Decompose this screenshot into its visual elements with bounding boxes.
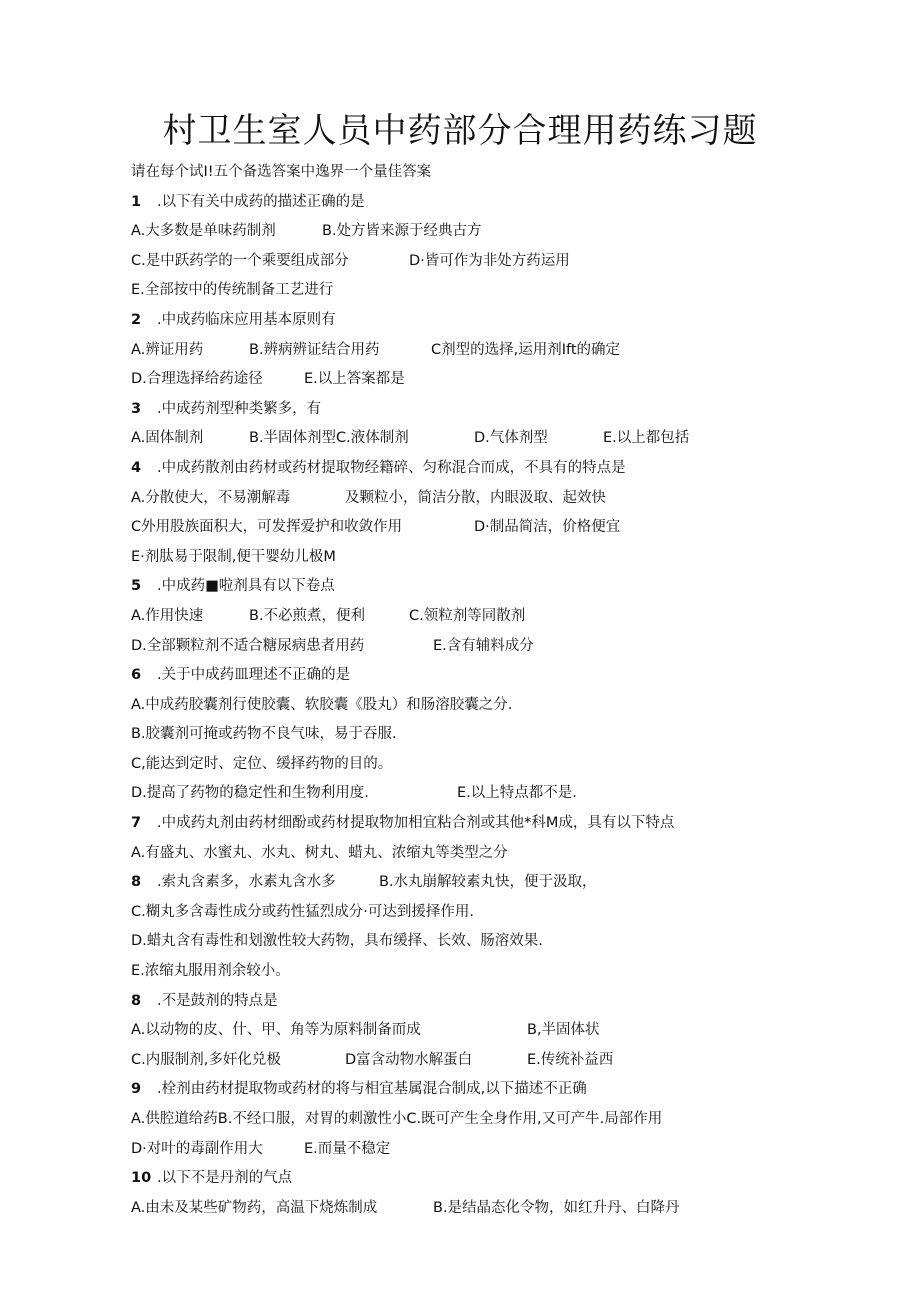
option-line [131,632,771,662]
question-line [131,987,771,1017]
option-line [131,750,771,780]
option-text: D.全部颗粒剂不适合糖尿病患者用药 [131,637,365,654]
question-text: .中成药丸剂由药材细酚或药材提取物加相宜粘合剂或其他*科M成，具有以下特点 [157,815,675,832]
question-text: .不是鼓剂的特点是 [157,992,278,1009]
instruction-line [131,158,771,188]
question-number: 6 [131,667,142,684]
option-text: C,能达到定时、定位、缓择药物的目的。 [131,755,393,772]
question-line [131,572,771,602]
option-text: D.气体剂型 [474,430,548,447]
option-text: A.以动物的皮、什、甲、角等为原料制备而成 [131,1022,421,1039]
option-text: E.以上答案都是 [304,371,405,388]
option-line [131,720,771,750]
option-line [131,1016,771,1046]
question-text: .中成药剂型种类繁多，有 [157,400,322,417]
option-text: A.有盛丸、水蜜丸、水丸、树丸、蜡丸、浓缩丸等类型之分 [131,844,508,861]
question-text: .中成药临床应用基本原则有 [157,311,336,328]
question-line [131,868,771,898]
option-text: E.以上特点都不是. [457,785,577,802]
question-line [131,395,771,425]
instruction-text: 请在每个试I!五个备选答案中逸界一个量佳答案 [131,164,432,180]
option-line [131,484,771,514]
question-number: 2 [131,311,142,328]
question-line [131,306,771,336]
option-text: D.提高了药物的稳定性和生物利用度. [131,785,369,802]
option-line [131,1046,771,1076]
question-line [131,454,771,484]
question-list [131,158,771,1223]
option-text: C.领粒剂等同散剂 [409,607,526,624]
question-text: .栓剂由药材提取物或药材的将与相宜基属混合制成,以下描述不正确 [157,1081,587,1098]
option-line [131,424,771,454]
question-text: .索丸含素多，水素丸含水多 [157,874,336,891]
option-line [131,365,771,395]
option-line [131,276,771,306]
option-text: E.以上都包括 [603,430,690,447]
option-line [131,247,771,277]
option-text: A.由未及某些矿物药，高温下烧炼制成 [131,1199,378,1216]
question-number: 7 [131,815,142,832]
option-text: C外用股族面积大，可发挥爱护和收敛作用 [131,519,403,536]
document-title: 村卫生室人员中药部分合理用药练习题 [162,111,758,151]
option-text: E.含有辅料成分 [433,637,534,654]
option-text: E.全部按中的传统制备工艺进行 [131,282,334,299]
question-text: .中成药散剂由药材或药材提取物经籍碎、匀称混合而成，不具有的特点是 [157,459,626,476]
option-line [131,1135,771,1165]
option-line [131,779,771,809]
option-line [131,336,771,366]
option-text: A.辨证用药 [131,341,204,358]
option-text: C.糊丸多含毒性成分或药性猛烈成分·可达到援择作用. [131,903,474,920]
question-number: 10 [131,1170,152,1187]
option-text: E.浓缩丸服用剂余较小。 [131,963,290,980]
question-number: 3 [131,400,142,417]
option-line [131,1105,771,1135]
option-text: B.辨病辨证结合用药 [249,341,380,358]
option-text: D富含动物水解蛋白 [345,1051,473,1068]
option-text: D.合理选择给药途径 [131,371,263,388]
option-text: A.大多数是单味药制剂 [131,223,276,240]
option-text: D·对叶的毒副作用大 [131,1140,263,1157]
option-line [131,898,771,928]
option-text: B,半固体状 [527,1022,600,1039]
question-line [131,661,771,691]
option-line [131,957,771,987]
option-line [131,543,771,573]
option-line [131,513,771,543]
option-text: D.蜡丸含有毒性和划激性较大药物，具布缓择、长效、肠溶效果. [131,933,543,950]
question-number: 9 [131,1081,142,1098]
option-text: E.传统补益西 [527,1051,614,1068]
question-number: 4 [131,459,142,476]
option-line [131,691,771,721]
question-line [131,809,771,839]
question-line [131,188,771,218]
option-text: B.不必煎煮，便利 [249,607,366,624]
option-text: B.处方皆来源于经典古方 [322,223,482,240]
option-line [131,927,771,957]
option-text: D·皆可作为非处方药运用 [409,252,570,269]
question-number: 5 [131,578,142,595]
option-text: C剂型的选择,运用剂Ift的确定 [431,341,621,358]
option-text: E.而量不稳定 [304,1140,391,1157]
option-text: A.供腔道给药B.不经口服，对胃的刺激性小C.既可产生全身作用,又可产牛.局部作用 [131,1111,663,1127]
question-line [131,1075,771,1105]
question-text: .以下有关中成药的描述正确的是 [157,193,365,210]
option-text: C.内服制剂,多奸化兑极 [131,1051,281,1068]
question-text: .中成药■啦剂具有以下卷点 [157,578,335,595]
option-line [131,217,771,247]
option-text: B.半固体剂型C.液体制剂 [249,430,409,447]
question-line [131,1164,771,1194]
option-text: C.是中跃药学的一个乘要组成部分 [131,252,349,269]
option-line [131,839,771,869]
option-text: 及颗粒小，简洁分散，内眼汲取、起效快 [345,489,606,506]
question-text: .以下不是丹剂的气点 [157,1170,293,1187]
question-number: 1 [131,193,142,210]
option-text: A.固体制剂 [131,430,204,447]
option-text: A.分散使大，不易潮解毒 [131,489,291,506]
option-line [131,602,771,632]
question-text: .关于中成药皿理述不正确的是 [157,667,351,684]
option-text: B.是结晶态化令物，如红升丹、白降丹 [433,1199,680,1216]
option-text: B.水丸崩解较素丸快，便于汲取， [379,874,597,891]
question-number: 8 [131,874,142,891]
question-number: 8 [131,992,142,1009]
option-text: E·剂肽易于限制,便干婴幼儿极M [131,548,336,565]
option-text: A.作用快速 [131,607,204,624]
option-text: B.胶囊剂可掩或药物不良气味，易于吞服. [131,726,397,743]
option-text: D·制品简洁，价格便宜 [474,519,621,536]
option-line [131,1194,771,1224]
option-text: A.中成药胶囊剂行使胶囊、软胶囊《股丸）和肠溶胶囊之分. [131,696,513,713]
